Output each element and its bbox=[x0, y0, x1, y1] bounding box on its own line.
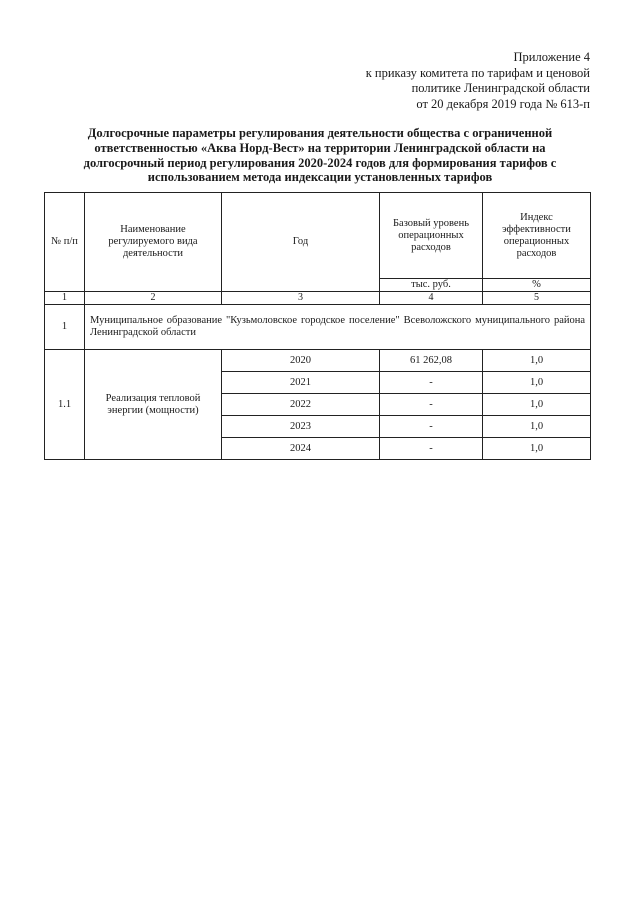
year-cell: 2024 bbox=[222, 438, 380, 460]
base-cell: 61 262,08 bbox=[380, 350, 483, 372]
header-base: Базовый уровень операционных расходов bbox=[380, 193, 483, 279]
header-year: Год bbox=[222, 193, 380, 292]
index-cell: 1,0 bbox=[483, 394, 591, 416]
unit-index: % bbox=[483, 279, 591, 292]
activity-num: 1.1 bbox=[45, 350, 85, 460]
appendix-block bbox=[290, 50, 590, 112]
region-name: Муниципальное образование "Кузьмоловское городское поселение" Всеволожского муниципального района Ленинградской области bbox=[85, 305, 591, 350]
base-cell: - bbox=[380, 372, 483, 394]
year-cell: 2023 bbox=[222, 416, 380, 438]
base-cell: - bbox=[380, 416, 483, 438]
appendix-line-1: Приложение 4 bbox=[513, 50, 590, 64]
column-number: 4 bbox=[380, 292, 483, 305]
column-number: 1 bbox=[45, 292, 85, 305]
title-line-1: Долгосрочные параметры регулирования деятельности общества с ограниченной bbox=[87, 126, 553, 140]
appendix-line-4: от 20 декабря 2019 года № 613-п bbox=[416, 96, 590, 111]
header-activity: Наименование регулируемого вида деятельности bbox=[85, 193, 222, 292]
unit-base: тыс. руб. bbox=[380, 279, 483, 292]
year-cell: 2020 bbox=[222, 350, 380, 372]
column-number-row bbox=[45, 292, 591, 305]
header-index: Индекс эффективности операционных расходов bbox=[483, 193, 591, 279]
column-number: 5 bbox=[483, 292, 591, 305]
title-line-3: долгосрочный период регулирования 2020-2024 годов для формирования тарифов с bbox=[83, 155, 557, 170]
activity-name: Реализация тепловой энергии (мощности) bbox=[85, 350, 222, 460]
header-row bbox=[45, 193, 591, 279]
index-cell: 1,0 bbox=[483, 438, 591, 460]
title-line-2: ответственностью «Аква Норд-Вест» на территории Ленинградской области на bbox=[94, 140, 546, 155]
parameters-table bbox=[44, 192, 591, 460]
appendix-line-2: к приказу комитета по тарифам и ценовой bbox=[365, 65, 590, 80]
header-num: № п/п bbox=[45, 193, 85, 292]
region-row bbox=[45, 305, 591, 350]
index-cell: 1,0 bbox=[483, 350, 591, 372]
base-cell: - bbox=[380, 438, 483, 460]
document-title bbox=[60, 126, 580, 185]
index-cell: 1,0 bbox=[483, 372, 591, 394]
table-row bbox=[45, 350, 591, 372]
appendix-line-3: политике Ленинградской области bbox=[411, 81, 590, 95]
index-cell: 1,0 bbox=[483, 416, 591, 438]
base-cell: - bbox=[380, 394, 483, 416]
title-line-4: использованием метода индексации установленных тарифов bbox=[147, 170, 493, 185]
column-number: 2 bbox=[85, 292, 222, 305]
year-cell: 2021 bbox=[222, 372, 380, 394]
column-number: 3 bbox=[222, 292, 380, 305]
region-num: 1 bbox=[45, 305, 85, 350]
year-cell: 2022 bbox=[222, 394, 380, 416]
